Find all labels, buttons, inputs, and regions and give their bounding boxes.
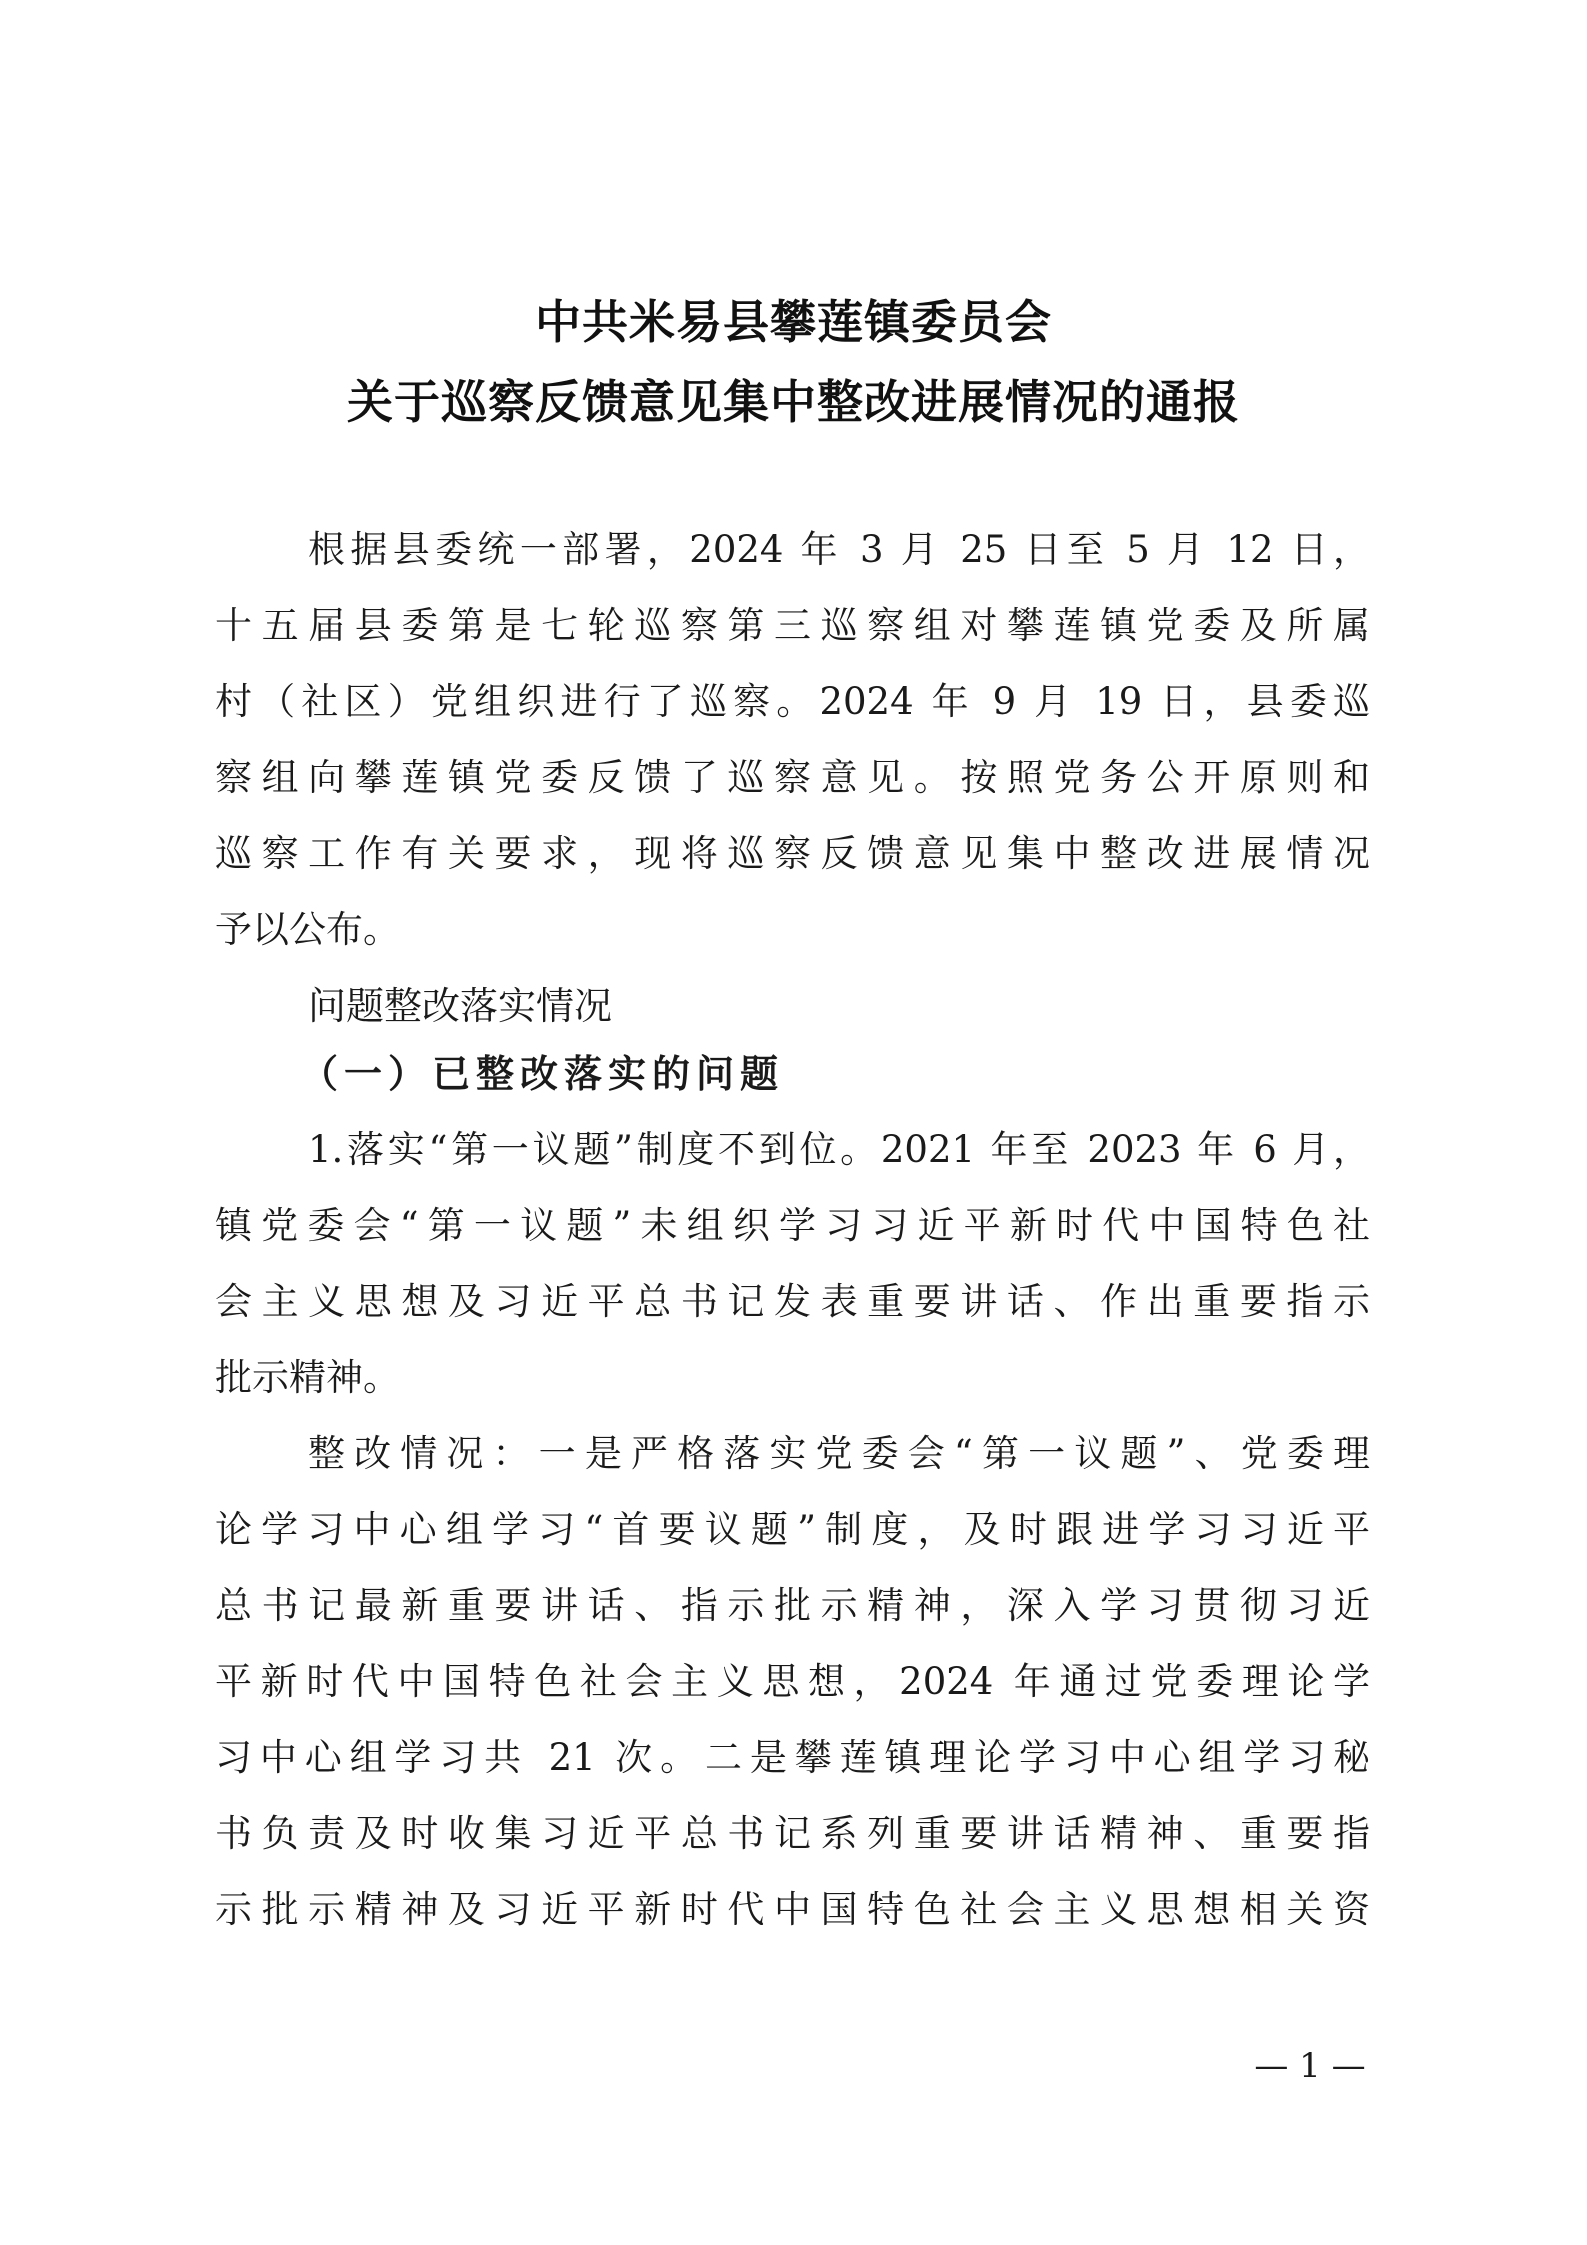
- rectification-line: 示批示精神及习近平新时代中国特色社会主义思想相关资: [215, 1888, 1370, 1931]
- intro-line: 十五届县委第是七轮巡察第三巡察组对攀莲镇党委及所属: [215, 604, 1370, 647]
- rectification-line: 习中心组学习共 21 次。二是攀莲镇理论学习中心组学习秘: [215, 1736, 1370, 1779]
- item-line: 会主义思想及习近平总书记发表重要讲话、作出重要指示: [215, 1280, 1370, 1323]
- intro-line: 察组向攀莲镇党委反馈了巡察意见。按照党务公开原则和: [215, 756, 1370, 799]
- document-title-line-1: 中共米易县攀莲镇委员会: [535, 295, 1052, 349]
- rectification-line: 书负责及时收集习近平总书记系列重要讲话精神、重要指: [215, 1812, 1370, 1855]
- item-line: 批示精神。: [215, 1356, 400, 1399]
- rectification-line: 论学习中心组学习“首要议题”制度，及时跟进学习习近平: [215, 1508, 1370, 1551]
- rectification-line: 总书记最新重要讲话、指示批示精神，深入学习贯彻习近: [215, 1584, 1370, 1627]
- rectification-line: 平新时代中国特色社会主义思想，2024 年通过党委理论学: [215, 1660, 1370, 1703]
- document-title-line-2: 关于巡察反馈意见集中整改进展情况的通报: [347, 375, 1240, 429]
- intro-line: 巡察工作有关要求，现将巡察反馈意见集中整改进展情况: [215, 832, 1370, 875]
- page-number: — 1 —: [1254, 2046, 1366, 2086]
- rectification-line: 整改情况：一是严格落实党委会“第一议题”、党委理: [308, 1432, 1370, 1475]
- item-line: 1.落实“第一议题”制度不到位。2021 年至 2023 年 6 月，: [308, 1128, 1370, 1171]
- intro-line: 村（社区）党组织进行了巡察。2024 年 9 月 19 日，县委巡: [215, 680, 1370, 723]
- section-heading: 问题整改落实情况: [308, 984, 613, 1028]
- subsection-heading: （一）已整改落实的问题: [300, 1051, 785, 1096]
- intro-line: 予以公布。: [215, 908, 400, 951]
- item-line: 镇党委会“第一议题”未组织学习习近平新时代中国特色社: [215, 1204, 1370, 1247]
- intro-line: 根据县委统一部署，2024 年 3 月 25 日至 5 月 12 日，: [308, 528, 1370, 571]
